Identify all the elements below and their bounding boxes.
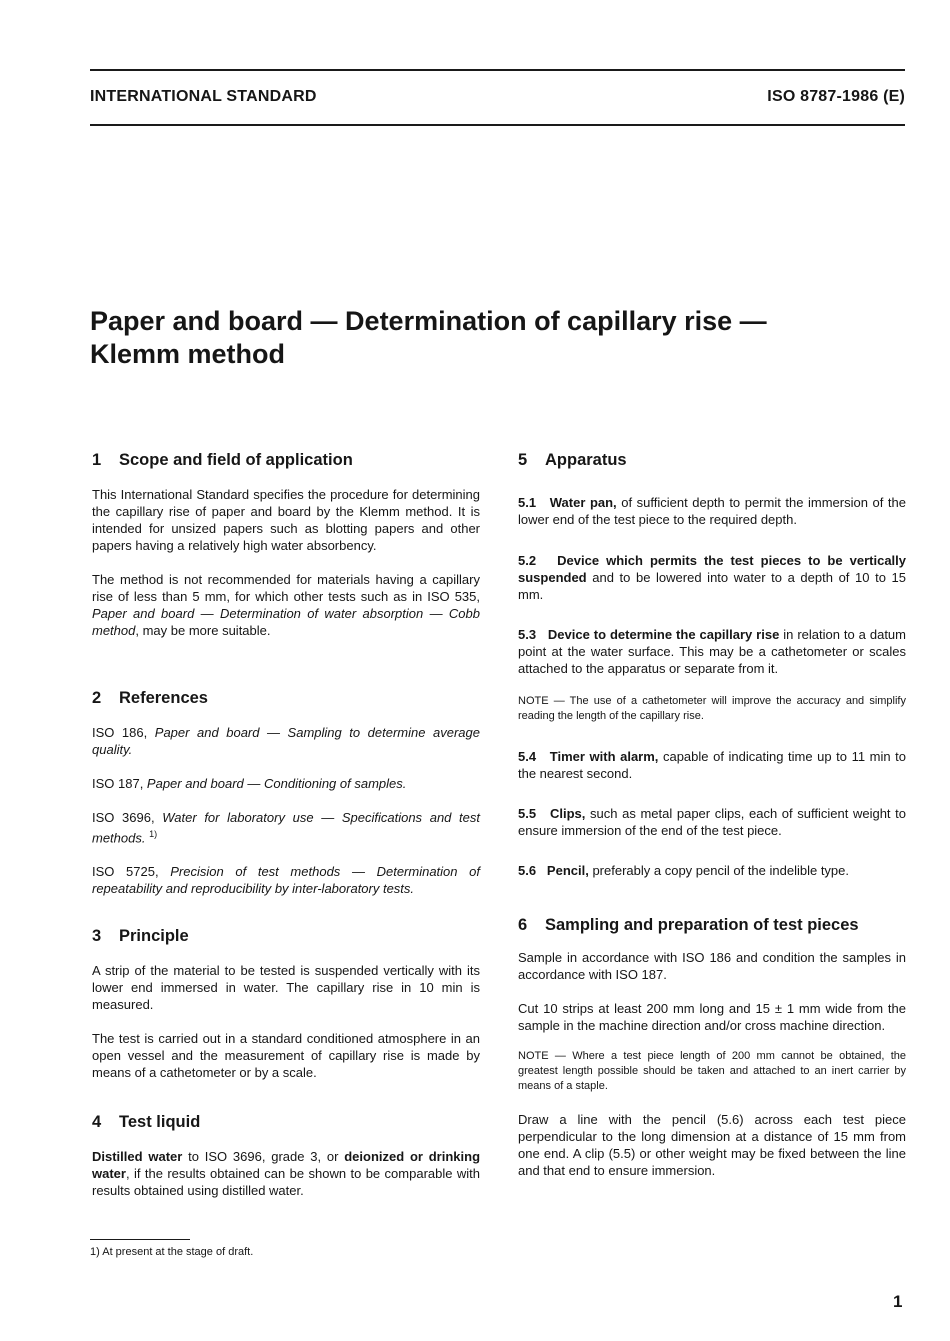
reference-item [92,724,480,758]
section-number: 4 [92,1113,102,1131]
section-title: Apparatus [545,451,627,469]
paragraph: Sample in accordance with ISO 186 and condition the samples in accordance with ISO 187. [518,950,906,982]
section-heading [92,1114,480,1131]
reference-title: Precision of test methods — Determination of repeatability and reproducibility by inter-laboratory tests. [92,864,481,897]
text-run: to ISO 3696, grade 3, or [182,1149,345,1164]
note: NOTE — Where a test piece length of 200 mm cannot be obtained, the greatest length possible should be taken and attached to an inert carrier by means of a staple. [518,1050,906,1092]
footnote-marker: 1) [149,829,158,839]
title-line-2: Klemm method [90,339,286,369]
footnote: 1) At present at the stage of draft. [90,1246,254,1258]
section-number: 2 [92,689,102,707]
section-heading [92,928,480,945]
item-number: 5.4 [518,749,537,764]
cited-title: Paper and board — Determination of water absorption — Cobb method [92,606,480,638]
paragraph [92,1148,480,1199]
reference-item [92,775,480,792]
item-name: Device to determine the capillary rise [547,627,780,642]
apparatus-item [518,748,906,782]
header-bottom-rule [90,124,905,126]
reference-title: Water for laboratory use — Specifications and test methods. [92,810,480,846]
paragraph: The test is carried out in a standard conditioned atmosphere in an open vessel and the measurement of capillary rise is made by means of a cathetometer or by a scale. [92,1031,480,1080]
text-run: , may be more suitable. [135,623,271,638]
item-text: such as metal paper clips, each of sufficient weight to ensure immersion of the end of the test piece. [518,806,907,838]
apparatus-item [518,552,906,603]
item-name: Water pan, [549,495,617,510]
title-line-1: Paper and board — Determination of capillary rise — [90,306,767,336]
section-heading [518,452,906,469]
paragraph: Cut 10 strips at least 200 mm long and 15 ± 1 mm wide from the sample in the machine direction and/or cross machine direction. [518,1001,906,1033]
text-run: , if the results obtained can be shown to be comparable with results obtained using distilled water. [92,1166,480,1198]
section-number: 3 [92,927,102,945]
section-title: Sampling and preparation of test pieces [545,916,859,934]
section-2 [92,690,480,897]
section-number: 6 [518,916,528,934]
section-3 [92,928,480,1081]
reference-code: ISO 186, [92,725,155,740]
section-title: References [119,689,208,707]
section-6 [518,917,906,1179]
apparatus-item [518,626,906,677]
section-title: Principle [119,927,189,945]
item-name: Timer with alarm, [549,749,659,764]
paragraph: This International Standard specifies the procedure for determining the capillary rise of paper and board by the Klemm method. It is intended for unsized papers such as blotting papers and other papers having a relatively high water absorbency. [92,487,480,553]
reference-item [92,809,480,846]
item-text: capable of indicating time up to 11 min to the nearest second. [518,749,906,781]
section-heading [518,917,906,934]
section-number: 1 [92,451,102,469]
section-heading [92,690,480,707]
section-1 [92,452,480,639]
item-text: of sufficient depth to permit the immersion of the lower end of the test piece to the required depth. [518,495,906,527]
header-document-number: ISO 8787-1986 (E) [767,88,905,105]
section-title: Scope and field of application [119,451,353,469]
reference-title: Paper and board — Sampling to determine average quality. [92,725,480,757]
item-number: 5.5 [518,806,537,821]
section-5 [518,452,906,879]
item-name: Clips, [549,806,586,821]
bold-term: deionized or drinking water [92,1149,481,1181]
reference-code: ISO 187, [92,776,147,791]
document-title [90,305,890,371]
paragraph: Draw a line with the pencil (5.6) across each test piece perpendicular to the long dimension at a distance of 15 mm from one end. A clip (5.5) or other weight may be fixed between the line and that end to ensure immersion. [518,1112,906,1178]
section-title: Test liquid [119,1113,201,1131]
paragraph: A strip of the material to be tested is suspended vertically with its lower end immersed in water. The capillary rise in 10 min is measured. [92,963,480,1012]
item-number: 5.6 [518,863,537,878]
item-text: preferably a copy pencil of the indelible type. [588,863,850,878]
header-top-rule [90,69,905,71]
page-number: 1 [893,1292,903,1311]
item-text: and to be lowered into water to a depth of 10 to 15 mm. [518,570,906,602]
item-text: in relation to a datum point at the water surface. This may be a cathetometer or scales attached to the apparatus or separate from it. [518,627,906,676]
text-run: The method is not recommended for materials having a capillary rise of less than 5 mm, for which other tests such as in ISO 535, [92,572,480,604]
paragraph [92,571,480,639]
footnote-rule [90,1239,190,1240]
header-standard-label: INTERNATIONAL STANDARD [90,88,317,105]
item-name: Device which permits the test pieces to be vertically suspended [518,553,907,585]
reference-title: Paper and board — Conditioning of samples. [146,776,407,791]
apparatus-item [518,805,906,839]
reference-code: ISO 3696, [92,810,163,825]
item-number: 5.1 [518,495,537,510]
apparatus-item [518,494,906,528]
apparatus-item [518,862,906,879]
reference-item [92,863,480,897]
item-name: Pencil, [546,863,589,878]
section-4 [92,1114,480,1199]
reference-code: ISO 5725, [92,864,171,880]
bold-term: Distilled water [92,1149,183,1164]
section-heading [92,452,480,469]
item-number: 5.2 [518,553,537,568]
section-number: 5 [518,451,528,469]
item-number: 5.3 [518,627,537,642]
note: NOTE — The use of a cathetometer will improve the accuracy and simplify reading the length of the capillary rise. [518,695,906,722]
